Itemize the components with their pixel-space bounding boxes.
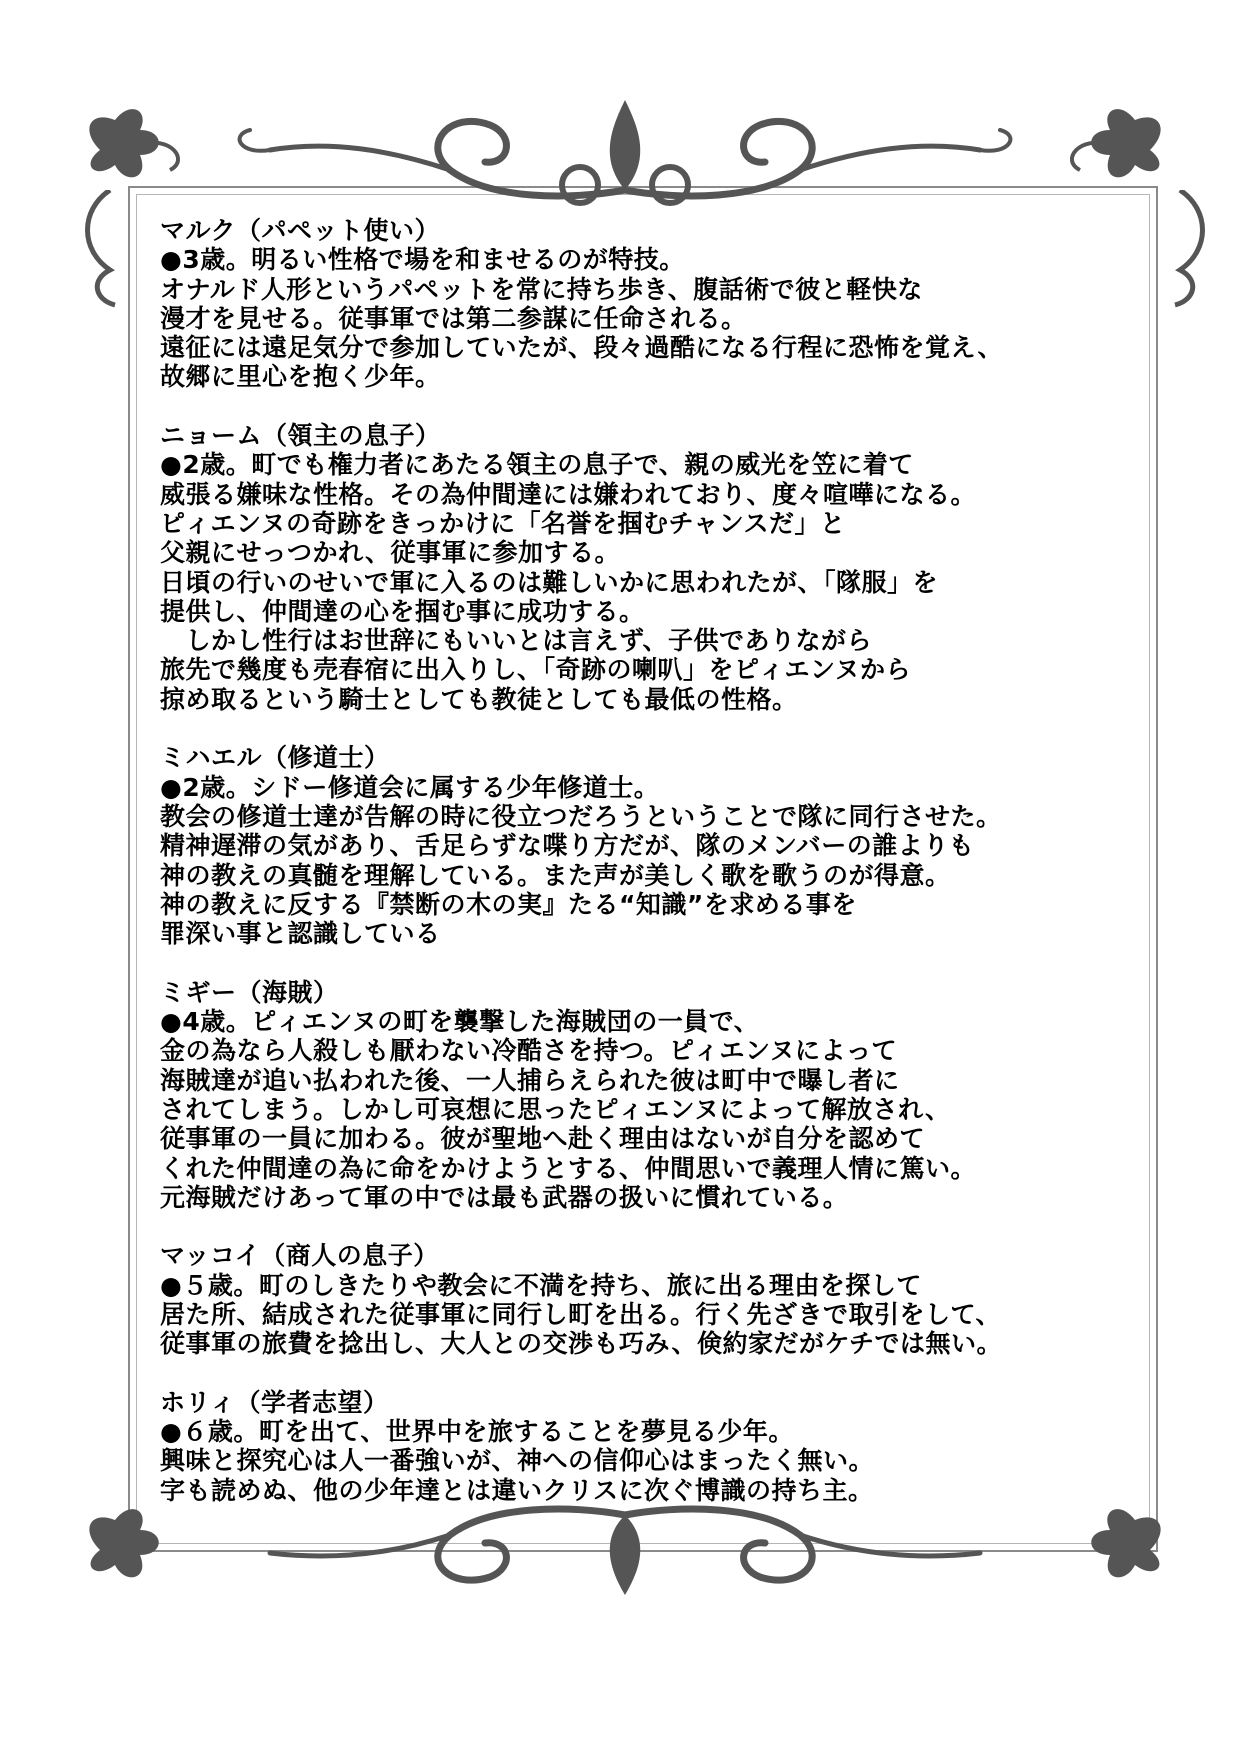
- profile-text-line: ●2歳。シドー修道会に属する少年修道士。: [160, 772, 660, 802]
- profile-text-line: 海賊達が追い払われた後、一人捕らえられた彼は町中で曝し者に: [160, 1065, 900, 1095]
- profile-text-line: しかし性行はお世辞にもいいとは言えず、子供でありながら: [160, 626, 873, 656]
- character-profile: [160, 978, 1140, 1212]
- profile-text-line: 金の為なら人殺しも厭わない冷酷さを持つ。ピィエンヌによって: [160, 1036, 898, 1066]
- profile-text-line: ●3歳。明るい性格で場を和ませるのが特技。: [160, 245, 685, 275]
- profile-text-line: 旅先で幾度も売春宿に出入りし、「奇跡の喇叭」をピィエンヌから: [160, 655, 912, 685]
- profile-text-line: オナルド人形というパペットを常に持ち歩き、腹話術で彼と軽快な: [160, 274, 923, 304]
- profile-text-line: 従事軍の一員に加わる。彼が聖地へ赴く理由はないが自分を認めて: [160, 1124, 926, 1154]
- profile-text-line: ●５歳。町のしきたりや教会に不満を持ち、旅に出る理由を探して: [160, 1270, 922, 1300]
- profile-text-line: ●2歳。町でも権力者にあたる領主の息子で、親の威光を笠に着て: [160, 450, 914, 480]
- character-profile: [160, 743, 1140, 948]
- left-ornament-icon: [70, 190, 130, 310]
- profile-text-line: ●4歳。ピィエンヌの町を襲撃した海賊団の一員で、: [160, 1007, 760, 1037]
- right-ornament-icon: [1160, 190, 1220, 310]
- profile-text-line: 元海賊だけあって軍の中では最も武器の扱いに慣れている。: [160, 1182, 849, 1212]
- profile-text-line: 日頃の行いのせいで軍に入るのは難しいかに思われたが、「隊服」を: [160, 567, 939, 597]
- profile-text-line: 精神遅滞の気があり、舌足らずな喋り方だが、隊のメンバーの誰よりも: [160, 831, 975, 861]
- character-profile: [160, 1241, 1140, 1358]
- profile-text-line: 威張る嫌味な性格。その為仲間達には嫌われており、度々喧嘩になる。: [160, 479, 977, 509]
- profile-text-line: ピィエンヌの奇跡をきっかけに「名誉を掴むチャンスだ」と: [160, 508, 846, 538]
- profile-text-line: 神の教えの真髄を理解している。また声が美しく歌を歌うのが得意。: [160, 860, 951, 890]
- character-profile: [160, 216, 1140, 392]
- profile-text-line: 罪深い事と認識している: [160, 919, 441, 949]
- profile-text-line: 提供し、仲間達の心を掴む事に成功する。: [160, 596, 645, 626]
- profile-text-line: 掠め取るという騎士としても教徒としても最低の性格。: [160, 684, 798, 714]
- profile-text-line: 漫才を見せる。従事軍では第二参謀に任命される。: [160, 303, 747, 333]
- profile-text-line: 遠征には遠足気分で参加していたが、段々過酷になる行程に恐怖を覚え、: [160, 333, 1004, 363]
- profile-text-line: 故郷に里心を抱く少年。: [160, 362, 441, 392]
- character-name-heading: マッコイ（商人の息子）: [160, 1241, 439, 1271]
- profile-text-line: 父親にせっつかれ、従事軍に参加する。: [160, 538, 621, 568]
- profile-text-line: ●６歳。町を出て、世界中を旅することを夢見る少年。: [160, 1417, 794, 1447]
- character-profiles: [160, 216, 1140, 1534]
- profile-text-line: 教会の修道士達が告解の時に役立つだろうということで隊に同行させた。: [160, 801, 1002, 831]
- profile-text-line: 居た所、結成された従事軍に同行し町を出る。行く先ざきで取引をして、: [160, 1299, 1002, 1329]
- profile-text-line: くれた仲間達の為に命をかけようとする、仲間思いで義理人情に篤い。: [160, 1153, 977, 1183]
- profile-text-line: 興味と探究心は人一番強いが、神への信仰心はまったく無い。: [160, 1446, 875, 1476]
- character-name-heading: ミハエル（修道士）: [160, 743, 390, 773]
- character-name-heading: ミギー（海賊）: [160, 977, 339, 1007]
- character-name-heading: ニョーム（領主の息子）: [160, 421, 441, 451]
- character-name-heading: ホリィ（学者志望）: [160, 1387, 389, 1417]
- profile-text-line: 神の教えに反する『禁断の木の実』たる“知識”を求める事を: [160, 889, 857, 919]
- top-ornament-icon: [70, 90, 1180, 220]
- character-name-heading: マルク（パペット使い）: [160, 216, 441, 245]
- profile-text-line: 従事軍の旅費を捻出し、大人との交渉も巧み、倹約家だがケチでは無い。: [160, 1329, 1003, 1359]
- profile-text-line: 字も読めぬ、他の少年達とは違いクリスに次ぐ博識の持ち主。: [160, 1475, 874, 1505]
- character-profile: [160, 1388, 1140, 1505]
- character-profile: [160, 421, 1140, 714]
- profile-text-line: されてしまう。しかし可哀想に思ったピィエンヌによって解放され、: [160, 1094, 951, 1124]
